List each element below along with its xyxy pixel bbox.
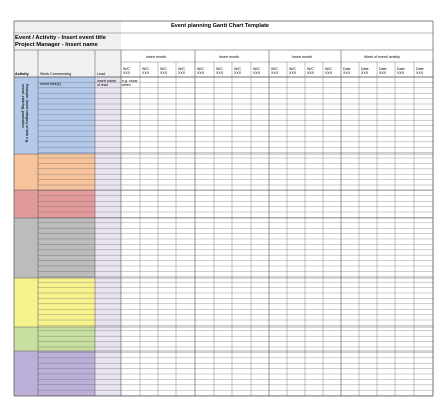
sheet-title: Event planning Gantt Chart Template	[170, 23, 270, 29]
first-chart-note: e.g. show when	[122, 79, 138, 87]
col-header-lead: Lead	[97, 72, 105, 76]
week-header-12: W/C XXX	[325, 67, 333, 76]
week-header-13: Date XXX	[343, 67, 351, 76]
week-header-1: W/C XXX	[123, 67, 131, 76]
band-orange-activity	[14, 154, 95, 190]
first-task-label[interactable]: Insert task(s)	[40, 82, 61, 86]
month-group-1: Insert month	[146, 55, 166, 59]
month-group-2: Insert month	[219, 55, 239, 59]
month-group-3: Insert month	[292, 55, 312, 59]
band-yellow-activity	[14, 278, 95, 327]
week-header-6: W/C XXX	[216, 67, 224, 76]
week-header-7: W/C XXX	[234, 67, 242, 76]
week-header-11: W/C XXX	[307, 67, 315, 76]
col-header-activity: Activity	[15, 72, 29, 76]
category-example-note: Example: Insert category of task e.g. venue, catering, promotion	[21, 84, 29, 143]
week-header-2: W/C XXX	[142, 67, 150, 76]
project-manager-line: Project Manager - Insert name	[15, 42, 98, 48]
month-group-4: Week of event/ activity	[364, 55, 400, 59]
first-lead-label[interactable]: Insert name of lead	[97, 79, 116, 87]
band-grey-activity	[14, 218, 95, 278]
band-red-activity	[14, 190, 95, 218]
week-header-17: Date XXX	[416, 67, 424, 76]
week-header-4: W/C XXX	[178, 67, 186, 76]
event-title-line: Event / Activity - Insert event title	[15, 35, 106, 41]
week-header-5: W/C XXX	[197, 67, 205, 76]
week-header-3: W/C XXX	[160, 67, 168, 76]
week-header-15: Date XXX	[379, 67, 387, 76]
week-header-10: W/C XXX	[289, 67, 297, 76]
week-header-8: W/C XXX	[253, 67, 261, 76]
lead-column-bg	[95, 77, 121, 396]
week-header-9: W/C XXX	[271, 67, 279, 76]
week-header-14: Date XXX	[361, 67, 369, 76]
col-header-week-commencing: Week Commencing	[40, 72, 72, 76]
band-green-activity	[14, 327, 95, 351]
week-header-16: Date XXX	[397, 67, 405, 76]
